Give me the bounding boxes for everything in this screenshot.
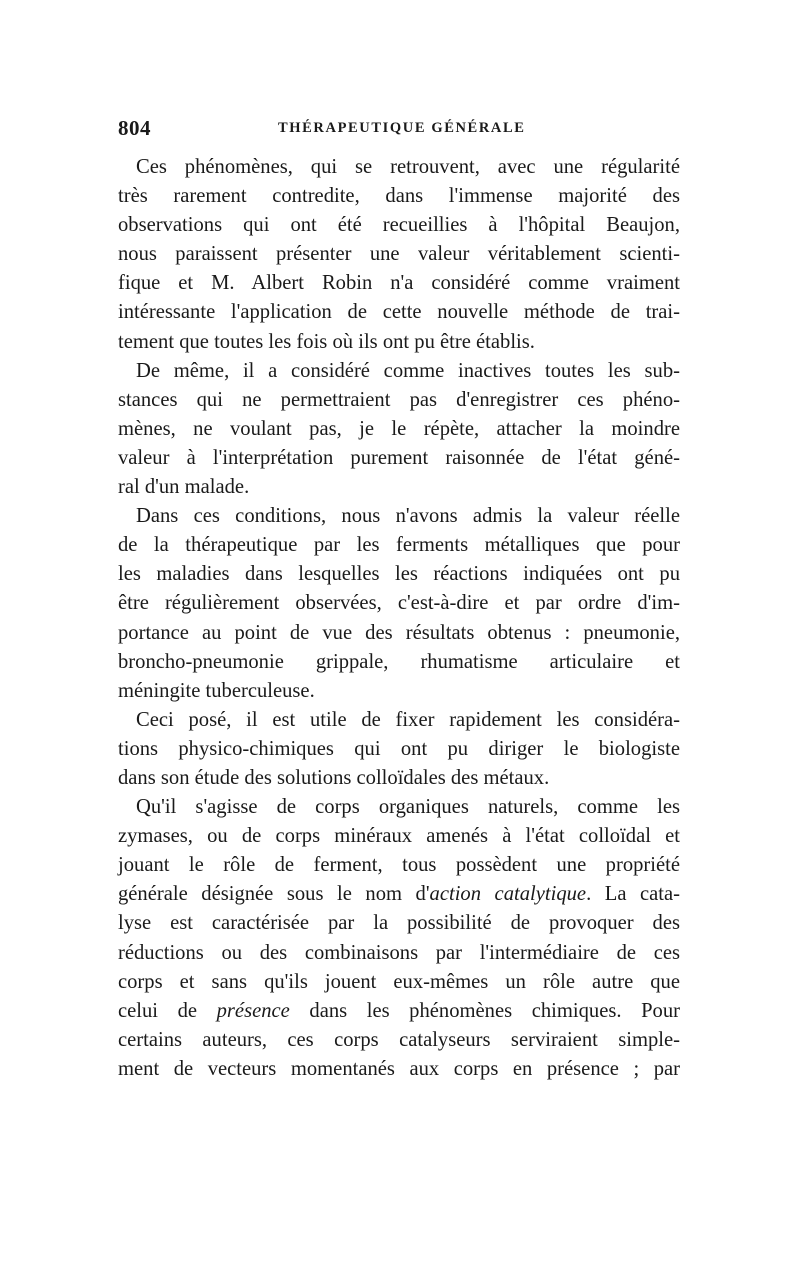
text-line: réductions ou des combinaisons par l'intermédiaire de ces: [118, 941, 680, 964]
text-line: Dans ces conditions, nous n'avons admis la valeur réelle: [136, 505, 680, 528]
text-line: valeur à l'interprétation purement raisonnée de l'état géné-: [118, 446, 680, 469]
text-line-with-italic: [118, 997, 680, 1026]
body-text: [118, 153, 680, 1084]
text-line-with-italic: [118, 880, 680, 909]
text-line: de la thérapeutique par les ferments métalliques que pour: [118, 534, 680, 557]
text-line: dans son étude des solutions colloïdales des métaux.: [118, 766, 550, 789]
paragraph-1: [118, 153, 680, 357]
page-header: [118, 116, 680, 140]
text-line: Ceci posé, il est utile de fixer rapidement les considéra-: [136, 708, 680, 731]
italic-term: action catalytique: [429, 883, 587, 906]
text-line: certains auteurs, ces corps catalyseurs serviraient simple-: [118, 1028, 680, 1051]
text-segment: dans les phénomènes chimiques. Pour: [289, 999, 680, 1022]
page-number: 804: [118, 116, 151, 140]
text-line: ral d'un malade.: [118, 476, 250, 499]
text-line: tions physico-chimiques qui ont pu diriger le biologiste: [118, 737, 680, 760]
text-line: fique et M. Albert Robin n'a considéré comme vraiment: [118, 272, 680, 295]
text-line: jouant le rôle de ferment, tous possèdent une propriété: [118, 854, 680, 877]
text-line: nous paraissent présenter une valeur véritablement scienti-: [118, 243, 680, 266]
paragraph-2: [118, 357, 680, 502]
text-segment: . La cata-: [586, 883, 680, 906]
text-line: lyse est caractérisée par la possibilité de provoquer des: [118, 912, 680, 935]
text-line: ment de vecteurs momentanés aux corps en présence ; par: [118, 1057, 680, 1080]
text-line: corps et sans qu'ils jouent eux-mêmes un rôle autre que: [118, 970, 680, 993]
text-line: Qu'il s'agisse de corps organiques naturels, comme les: [136, 796, 680, 819]
text-line: méningite tuberculeuse.: [118, 679, 315, 702]
text-line: être régulièrement observées, c'est-à-dire et par ordre d'im-: [118, 592, 680, 615]
text-segment: celui de: [118, 999, 217, 1022]
text-line: mènes, ne voulant pas, je le répète, attacher la moindre: [118, 417, 680, 440]
paragraph-5: [118, 793, 680, 1084]
text-line: intéressante l'application de cette nouvelle méthode de trai-: [118, 301, 680, 324]
text-line: très rarement contredite, dans l'immense majorité des: [118, 185, 680, 208]
text-line: portance au point de vue des résultats obtenus : pneumonie,: [118, 621, 680, 644]
text-line: Ces phénomènes, qui se retrouvent, avec une régularité: [136, 156, 680, 178]
text-line: zymases, ou de corps minéraux amenés à l'état colloïdal et: [118, 825, 680, 848]
running-title: THÉRAPEUTIQUE GÉNÉRALE: [278, 120, 526, 136]
text-line: tement que toutes les fois où ils ont pu être établis.: [118, 330, 535, 353]
text-line: observations qui ont été recueillies à l'hôpital Beaujon,: [118, 214, 680, 237]
paragraph-3: [118, 502, 680, 706]
text-line: stances qui ne permettraient pas d'enregistrer ces phéno-: [118, 388, 680, 411]
paragraph-4: [118, 706, 680, 793]
text-segment: générale désignée sous le nom d': [118, 883, 430, 906]
text-line: De même, il a considéré comme inactives toutes les sub-: [136, 359, 680, 382]
text-line: les maladies dans lesquelles les réactions indiquées ont pu: [118, 563, 680, 586]
italic-term: présence: [216, 999, 290, 1022]
text-line: broncho-pneumonie grippale, rhumatisme articulaire et: [118, 650, 680, 673]
